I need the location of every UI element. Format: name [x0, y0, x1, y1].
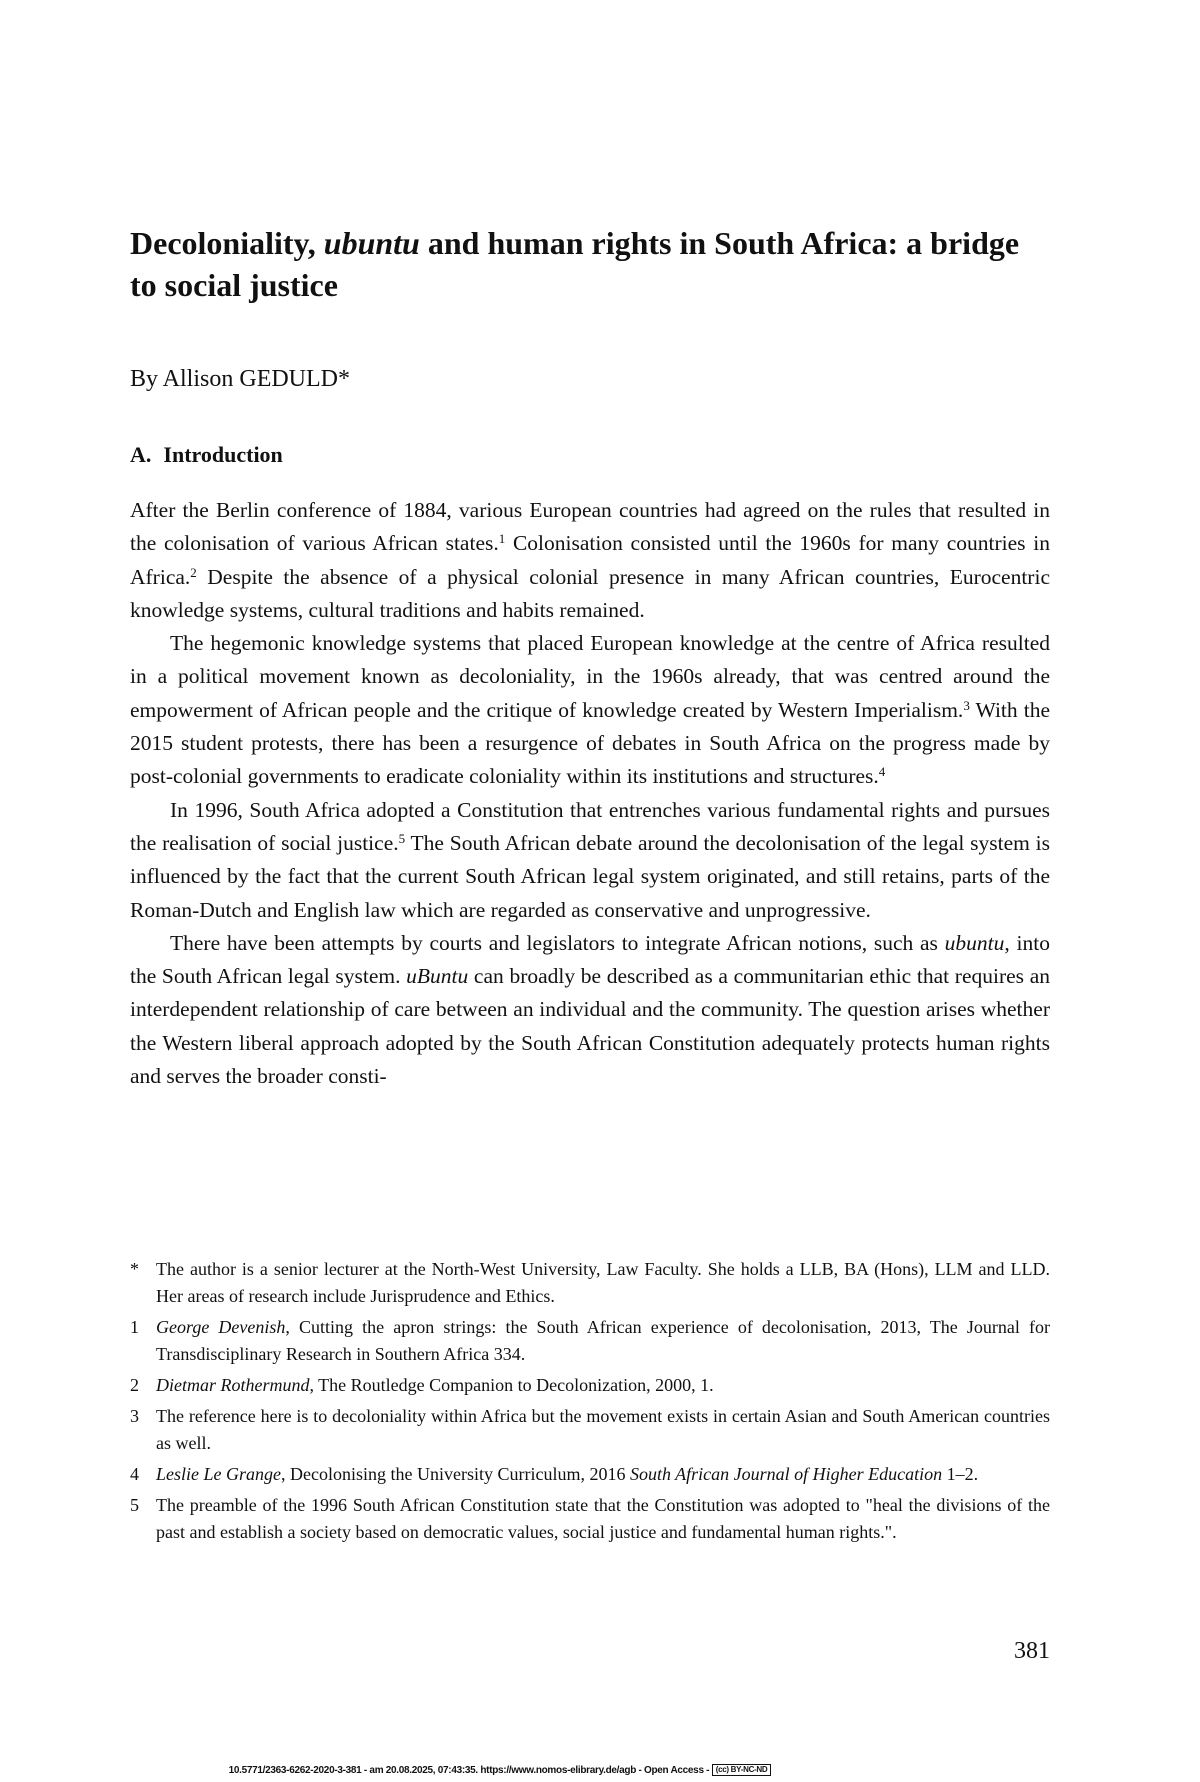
download-footer — [100, 1764, 900, 1778]
footnote-text: The preamble of the 1996 South African Constitution state that the Constitution was adopted to "heal the divisions of the past and establish a society based on democratic values, social justice and fundamental human rights.". — [156, 1495, 1050, 1542]
paragraph-3-text-b: The South African debate around the decolonisation of the legal system is influenced by the fact that the current South African legal system originated, and still retains, parts of the Roman-Dutch and English law which are regarded as conservative and unprogressive. — [130, 830, 1050, 922]
footnote-ref-4[interactable]: 4 — [878, 764, 886, 780]
paragraph-2-text-a: The hegemonic knowledge systems that placed European knowledge at the centre of Africa resulted in a political movement known as decoloniality, in the 1960s already, that was centred around the empowerment of African people and the critique of knowledge created by Western Imperialism. — [130, 631, 1050, 722]
footnote-mark: 2 — [130, 1375, 139, 1395]
footnotes — [130, 1256, 1050, 1550]
paragraph-4-italic-ubuntu-2: uBuntu — [406, 964, 469, 989]
paragraph-4-italic-ubuntu: ubuntu — [944, 930, 1005, 955]
body-text — [130, 494, 1050, 1093]
paragraph-4-text-b: , into the South African legal system. — [130, 930, 1050, 989]
footnote-1 — [130, 1314, 1050, 1368]
footnote-text: The author is a senior lecturer at the North-West University, Law Faculty. She holds a LLB, BA (Hons), LLM and LLD. Her areas of research include Jurisprudence and Ethics. — [156, 1259, 1050, 1306]
footnote-mark: 4 — [130, 1464, 139, 1484]
footnote-body: , The Routledge Companion to Decolonization, 2000, 1. — [309, 1375, 714, 1395]
footnote-mark: 5 — [130, 1495, 139, 1515]
article-title — [130, 222, 1050, 306]
author-line: By Allison GEDULD* — [130, 366, 351, 392]
paragraph-3-text-a: In 1996, South Africa adopted a Constitution that entrenches various fundamental rights and pursues the realisation of social justice. — [130, 797, 1050, 855]
footer-text: 10.5771/2363-6262-2020-3-381 - am 20.08.2025, 07:43:35. https://www.nomos-elibrary.de/agb - Open Access - — [228, 1765, 712, 1776]
document-page — [130, 0, 1050, 1782]
footnote-author-name: Leslie Le Grange — [156, 1464, 281, 1484]
paragraph-1-text-b: Colonisation consisted until the 1960s for many countries in Africa. — [130, 531, 1050, 589]
footnote-author-name: Dietmar Rothermund — [156, 1375, 310, 1395]
footnote-ref-1[interactable]: 1 — [498, 531, 506, 547]
paragraph-2 — [130, 627, 1050, 793]
footnote-3 — [130, 1403, 1050, 1457]
footnote-body: , Decolonising the University Curriculum, 2016 — [281, 1464, 630, 1484]
footnote-body: , Cutting the apron strings: the South African experience of decolonisation, 2013, The Journal for Transdisciplinary Research in Southern Africa 334. — [156, 1317, 1050, 1364]
footnote-ref-3[interactable]: 3 — [963, 697, 970, 713]
footnote-4 — [130, 1461, 1050, 1488]
license-badge: (cc) BY-NC-ND — [712, 1764, 772, 1776]
paragraph-1 — [130, 494, 1050, 627]
footnote-text: The reference here is to decoloniality within Africa but the movement exists in certain Asian and South American countries as well. — [156, 1406, 1050, 1453]
footnote-2 — [130, 1372, 1050, 1399]
footnote-text — [156, 1314, 1050, 1368]
paragraph-3 — [130, 794, 1050, 927]
paragraph-4 — [130, 927, 1050, 1093]
footnote-mark: * — [130, 1259, 139, 1279]
paragraph-1-text-a: After the Berlin conference of 1884, various European countries had agreed on the rules that resulted in the colonisation of various African states. — [130, 498, 1050, 556]
page-number: 381 — [1014, 1638, 1050, 1664]
title-text-2: and human rights in South Africa: a bridge to social justice — [130, 225, 1020, 303]
section-heading — [130, 440, 283, 470]
paragraph-4-text-c: can broadly be described as a communitarian ethic that requires an interdependent relationship of care between an individual and the community. The question arises whether the Western liberal approach adopted by the South African Constitution adequately protects human rights and serves the broader consti- — [130, 964, 1050, 1089]
footnote-ref-5[interactable]: 5 — [398, 830, 406, 846]
section-number: A. — [130, 442, 152, 467]
paragraph-1-text-c: Despite the absence of a physical colonial presence in many African countries, Eurocentric knowledge systems, cultural traditions and habits remained. — [130, 564, 1050, 622]
footnote-author — [130, 1256, 1050, 1310]
paragraph-2-text-b: With the 2015 student protests, there has been a resurgence of debates in South Africa on the progress made by post-colonial governments to eradicate coloniality within its institutions and structures. — [130, 697, 1050, 789]
footnote-journal: South African Journal of Higher Education — [629, 1464, 943, 1484]
footnote-text — [156, 1372, 1050, 1399]
footnote-text — [156, 1461, 1050, 1488]
footnote-pages: 1–2. — [942, 1464, 979, 1484]
section-title: Introduction — [163, 442, 283, 467]
title-italic-ubuntu: ubuntu — [323, 225, 420, 261]
footnote-author-name: George Devenish — [156, 1317, 286, 1337]
footnote-5 — [130, 1492, 1050, 1546]
footnote-mark: 3 — [130, 1406, 139, 1426]
footnote-mark: 1 — [130, 1317, 139, 1337]
title-text-1: Decoloniality, — [130, 225, 324, 261]
footnote-ref-2[interactable]: 2 — [190, 564, 197, 580]
paragraph-4-text-a: There have been attempts by courts and legislators to integrate African notions, such as — [170, 930, 945, 955]
